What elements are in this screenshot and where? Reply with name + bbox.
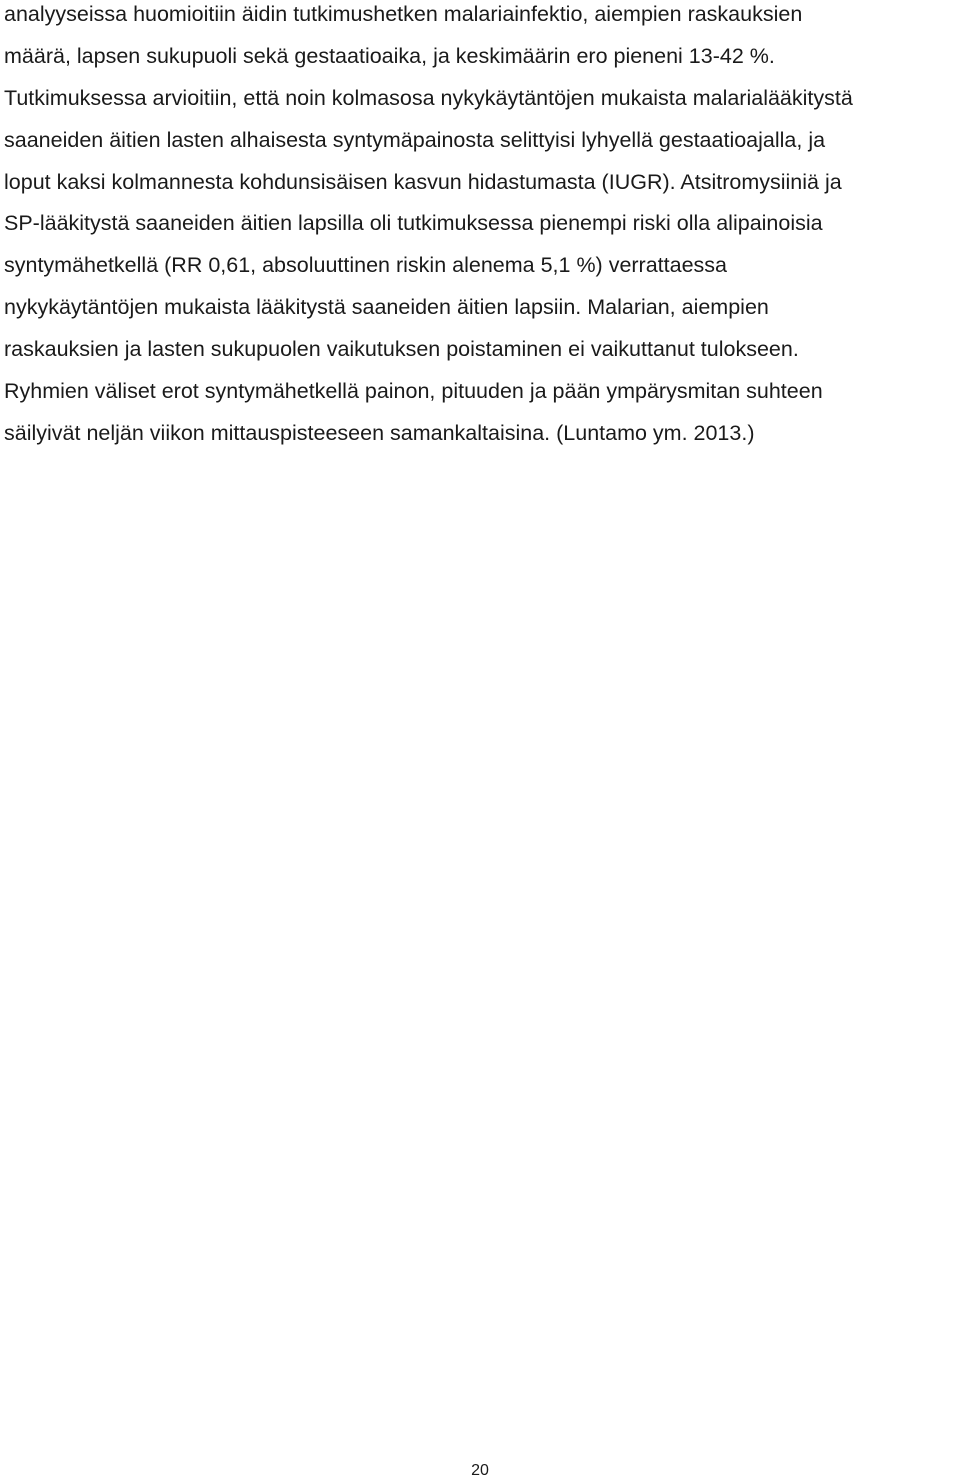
paragraph-line-11: säilyivät neljän viikon mittauspisteeseen samankaltaisina. (Luntamo ym. 2013.) <box>4 420 755 445</box>
paragraph-line-4: saaneiden äitien lasten alhaisesta syntymäpainosta selittyisi lyhyellä gestaatioajalla, ja <box>4 127 826 152</box>
paragraph-line-5: loput kaksi kolmannesta kohdunsisäisen kasvun hidastumasta (IUGR). Atsitromysiiniä ja <box>4 169 842 194</box>
body-paragraph <box>4 0 956 461</box>
paragraph-line-2: määrä, lapsen sukupuoli sekä gestaatioaika, ja keskimäärin ero pieneni 13-42 %. <box>4 43 775 68</box>
page-number: 20 <box>471 1462 489 1479</box>
paragraph-line-7: syntymähetkellä (RR 0,61, absoluuttinen riskin alenema 5,1 %) verrattaessa <box>4 253 727 278</box>
paragraph-line-9: raskauksien ja lasten sukupuolen vaikutuksen poistaminen ei vaikuttanut tulokseen. <box>4 337 799 362</box>
paragraph-line-3: Tutkimuksessa arvioitiin, että noin kolmasosa nykykäytäntöjen mukaista malarialääkitystä <box>4 85 853 110</box>
paragraph-line-6: SP-lääkitystä saaneiden äitien lapsilla oli tutkimuksessa pienempi riski olla alipainoisia <box>4 211 823 236</box>
paragraph-line-1: analyyseissa huomioitiin äidin tutkimushetken malariainfektio, aiempien raskauksien <box>4 2 803 26</box>
paragraph-line-8: nykykäytäntöjen mukaista lääkitystä saaneiden äitien lapsiin. Malarian, aiempien <box>4 295 769 320</box>
paragraph-line-10: Ryhmien väliset erot syntymähetkellä painon, pituuden ja pään ympärysmitan suhteen <box>4 379 823 404</box>
